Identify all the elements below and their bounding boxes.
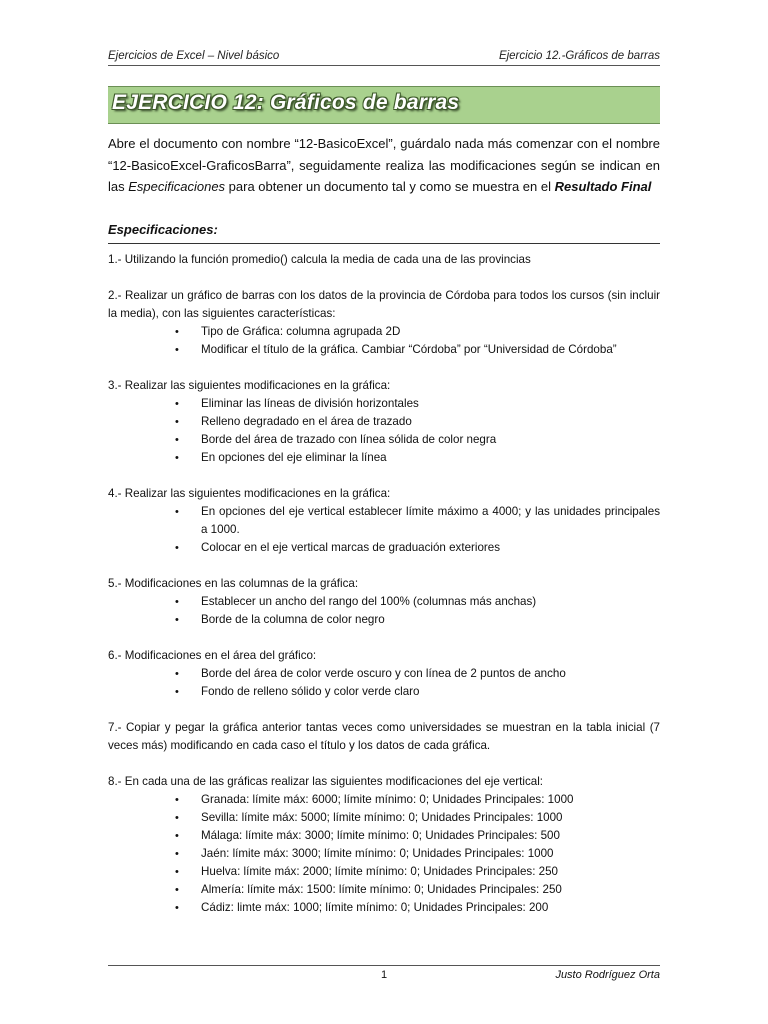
item-spacer	[108, 557, 660, 575]
bullet-text: Jaén: límite máx: 3000; límite mínimo: 0; Unidades Principales: 1000	[201, 847, 554, 860]
bullet-item	[108, 863, 660, 881]
spec-item-5: 5.- Modificaciones en las columnas de la gráfica:	[108, 577, 359, 590]
bullet-item	[108, 899, 660, 917]
intro-emphasis-2: Resultado Final	[554, 179, 652, 194]
page-footer	[108, 965, 660, 984]
bullet-icon: •	[175, 416, 179, 428]
item-spacer	[108, 269, 660, 287]
intro-paragraph	[108, 133, 660, 198]
bullet-text: Cádiz: limte máx: 1000; límite mínimo: 0; Unidades Principales: 200	[201, 901, 549, 914]
bullet-text: En opciones del eje vertical establecer límite máximo a 4000; y las unidades principales a 1000.	[201, 505, 660, 536]
spec-item-2-bullets	[108, 323, 660, 359]
bullet-icon: •	[175, 884, 179, 896]
bullet-icon: •	[175, 434, 179, 446]
bullet-icon: •	[175, 794, 179, 806]
bullet-text: Huelva: límite máx: 2000; límite mínimo: 0; Unidades Principales: 250	[201, 865, 558, 878]
bullet-item	[108, 593, 660, 611]
spec-item-2: 2.- Realizar un gráfico de barras con los datos de la provincia de Córdoba para todos los cursos (sin incluir la media), con las siguientes características:	[108, 289, 660, 320]
bullet-icon: •	[175, 506, 179, 518]
bullet-item	[108, 449, 660, 467]
bullet-text: Almería: límite máx: 1500: límite mínimo: 0; Unidades Principales: 250	[201, 883, 562, 896]
item-spacer	[108, 755, 660, 773]
bullet-icon: •	[175, 902, 179, 914]
bullet-item	[108, 827, 660, 845]
bullet-text: Borde del área de trazado con línea sólida de color negra	[201, 433, 497, 446]
bullet-text: Málaga: límite máx: 3000; límite mínimo: 0; Unidades Principales: 500	[201, 829, 560, 842]
item-spacer	[108, 359, 660, 377]
bullet-icon: •	[175, 812, 179, 824]
bullet-item	[108, 341, 660, 359]
bullet-icon: •	[175, 686, 179, 698]
bullet-item	[108, 809, 660, 827]
spec-item-3-bullets	[108, 395, 660, 467]
bullet-icon: •	[175, 596, 179, 608]
bullet-text: Tipo de Gráfica: columna agrupada 2D	[201, 325, 401, 338]
item-spacer	[108, 629, 660, 647]
spec-item-1: 1.- Utilizando la función promedio() calcula la media de cada una de las provincias	[108, 253, 531, 266]
specifications-list	[108, 251, 660, 917]
bullet-icon: •	[175, 344, 179, 356]
bullet-item	[108, 413, 660, 431]
bullet-item	[108, 503, 660, 539]
bullet-icon: •	[175, 830, 179, 842]
bullet-text: Establecer un ancho del rango del 100% (columnas más anchas)	[201, 595, 537, 608]
bullet-item	[108, 323, 660, 341]
bullet-item	[108, 791, 660, 809]
spec-item-5-bullets	[108, 593, 660, 629]
item-spacer	[108, 467, 660, 485]
intro-text-2: para obtener un documento tal y como se muestra en el	[225, 179, 555, 194]
header-right: Ejercicio 12.-Gráficos de barras	[498, 50, 660, 62]
spec-item-8: 8.- En cada una de las gráficas realizar las siguientes modificaciones del eje vertical:	[108, 775, 543, 788]
bullet-text: Granada: límite máx: 6000; límite mínimo: 0; Unidades Principales: 1000	[201, 793, 574, 806]
spec-item-6-bullets	[108, 665, 660, 701]
bullet-icon: •	[175, 326, 179, 338]
bullet-item	[108, 611, 660, 629]
bullet-text: En opciones del eje eliminar la línea	[201, 451, 387, 464]
bullet-item	[108, 683, 660, 701]
bullet-item	[108, 395, 660, 413]
spec-item-6: 6.- Modificaciones en el área del gráfico:	[108, 649, 317, 662]
spec-item-4: 4.- Realizar las siguientes modificaciones en la gráfica:	[108, 487, 391, 500]
bullet-text: Modificar el título de la gráfica. Cambiar “Córdoba” por “Universidad de Córdoba”	[201, 343, 617, 356]
bullet-text: Eliminar las líneas de división horizontales	[201, 397, 419, 410]
footer-author: Justo Rodríguez Orta	[555, 969, 660, 981]
page-number: 1	[380, 969, 388, 981]
bullet-item	[108, 665, 660, 683]
bullet-icon: •	[175, 398, 179, 410]
bullet-item	[108, 539, 660, 557]
bullet-icon: •	[175, 452, 179, 464]
bullet-text: Sevilla: límite máx: 5000; límite mínimo: 0; Unidades Principales: 1000	[201, 811, 563, 824]
page-header	[108, 42, 660, 66]
header-left: Ejercicios de Excel – Nivel básico	[108, 50, 280, 62]
spec-item-4-bullets	[108, 503, 660, 557]
bullet-icon: •	[175, 668, 179, 680]
bullet-icon: •	[175, 848, 179, 860]
bullet-item	[108, 845, 660, 863]
bullet-icon: •	[175, 866, 179, 878]
bullet-text: Relleno degradado en el área de trazado	[201, 415, 412, 428]
spec-item-3: 3.- Realizar las siguientes modificaciones en la gráfica:	[108, 379, 391, 392]
intro-text-1: Abre el documento con nombre “12-BasicoExcel”, guárdalo nada más comenzar con el nombre “12-BasicoExcel-GraficosBarra”, seguidamente realiza las modificaciones según se indican en las	[108, 136, 660, 194]
title-banner	[108, 86, 660, 124]
specifications-heading: Especificaciones:	[108, 222, 660, 244]
bullet-icon: •	[175, 614, 179, 626]
page-title: EJERCICIO 12: Gráficos de barras	[112, 91, 460, 114]
item-spacer	[108, 701, 660, 719]
spec-item-8-bullets	[108, 791, 660, 917]
bullet-text: Colocar en el eje vertical marcas de graduación exteriores	[201, 541, 501, 554]
bullet-text: Fondo de relleno sólido y color verde claro	[201, 685, 420, 698]
intro-emphasis-1: Especificaciones	[128, 179, 226, 194]
bullet-text: Borde del área de color verde oscuro y con línea de 2 puntos de ancho	[201, 667, 566, 680]
bullet-item	[108, 431, 660, 449]
bullet-icon: •	[175, 542, 179, 554]
bullet-item	[108, 881, 660, 899]
spec-item-7: 7.- Copiar y pegar la gráfica anterior tantas veces como universidades se muestran en la tabla inicial (7 veces más) modificando en cada caso el título y los datos de cada gráfica.	[108, 721, 660, 752]
bullet-text: Borde de la columna de color negro	[201, 613, 385, 626]
